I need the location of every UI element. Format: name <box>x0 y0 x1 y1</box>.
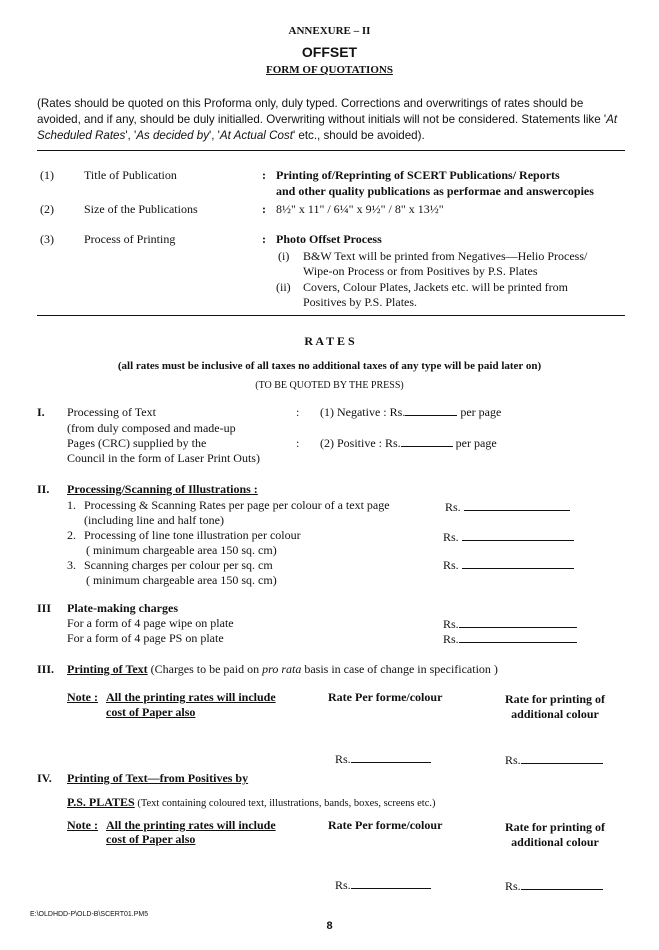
section-5-note-line-1: All the printing rates will include <box>106 818 276 832</box>
intro-text-2: ' etc., should be avoided). <box>292 129 425 142</box>
section-4-note-line-2: cost of Paper also <box>106 705 196 719</box>
intro-sep-1: ', ' <box>125 129 137 142</box>
section-2-title: Processing/Scanning of Illustrations : <box>67 482 258 496</box>
section-1-num: I. <box>37 405 45 419</box>
section-2-item-1-rate <box>445 500 570 515</box>
section-1-colon-pos: : <box>296 436 300 450</box>
section-2-item-1-line-2: (including line and half tone) <box>84 513 224 527</box>
detail-3-sub-1-line-2: Wipe-on Process or from Positives by P.S. Plates <box>303 264 538 278</box>
detail-2-label: Size of the Publications <box>84 202 198 216</box>
divider-middle <box>37 315 625 316</box>
section-4-col-1: Rate Per forme/colour <box>328 690 443 704</box>
section-5-note-label: Note : <box>67 818 98 832</box>
section-4-col-2-line-1: Rate for printing of <box>504 692 606 706</box>
detail-1-value-1: Printing of/Reprinting of SCERT Publications/ Reports <box>276 168 560 182</box>
footer-file-path: E:\OLDHDD-P\OLD-B\SCERT01.PM5 <box>30 911 149 918</box>
section-2-item-1-num: 1. <box>67 498 76 512</box>
detail-3-colon: : <box>262 232 266 246</box>
section-5-note-line-2: cost of Paper also <box>106 832 196 846</box>
annexure-label: ANNEXURE – II <box>288 25 371 37</box>
section-5-subtitle: P.S. PLATES <box>67 795 135 809</box>
section-4-num: III. <box>37 662 55 676</box>
section-1-line-3: Pages (CRC) supplied by the <box>67 436 207 450</box>
intro-paragraph <box>37 96 627 144</box>
rs-label: Rs. <box>445 500 461 514</box>
negative-rate-label: (1) Negative : Rs. <box>320 405 406 419</box>
section-4-col-2-line-2: additional colour <box>511 707 599 721</box>
section-5-col-2-line-1: Rate for printing of <box>504 820 606 834</box>
section-2-item-2-rate <box>443 530 574 545</box>
detail-3-sub-2-num: (ii) <box>276 280 291 294</box>
detail-1-colon: : <box>262 168 266 182</box>
rs-label: Rs. <box>335 878 351 892</box>
detail-3-sub-1-num: (i) <box>278 249 290 263</box>
section-4-blank-1[interactable] <box>351 753 431 763</box>
section-5-col-2-line-2: additional colour <box>511 835 599 849</box>
intro-sep-2: ', ' <box>209 129 220 142</box>
section-2-item-3-num: 3. <box>67 558 76 572</box>
section-2-item-3-blank[interactable] <box>462 559 574 569</box>
detail-1-num: (1) <box>40 168 54 182</box>
rs-label: Rs. <box>443 558 459 572</box>
positive-rate-row <box>320 436 497 451</box>
section-3-line-1: For a form of 4 page wipe on plate <box>67 616 234 630</box>
rs-label: Rs. <box>505 879 521 893</box>
detail-3-sub-1-line-1: B&W Text will be printed from Negatives—Helio Process/ <box>303 249 588 263</box>
positive-rate-label: (2) Positive : Rs. <box>320 436 401 450</box>
section-3-line-2: For a form of 4 page PS on plate <box>67 631 224 645</box>
section-2-item-2-blank[interactable] <box>462 531 574 541</box>
intro-text-1: (Rates should be quoted on this Proforma only, duly typed. Corrections and overwritings of rates should be avoided, and if any, should be duly initialled. Overwriting without initials will not be considered. Statements like ' <box>37 97 607 126</box>
intro-quote-1: At Scheduled Rates <box>37 113 618 142</box>
section-4-heading <box>67 662 498 677</box>
rs-label: Rs. <box>505 753 521 767</box>
detail-3-value: Photo Offset Process <box>276 232 382 246</box>
negative-rate-row <box>320 405 501 420</box>
negative-rate-blank[interactable] <box>405 406 457 416</box>
rs-label: Rs. <box>335 752 351 766</box>
section-3-rate-1 <box>443 617 577 632</box>
section-2-item-2-line-1: Processing of line tone illustration per colour <box>84 528 301 542</box>
section-2-item-2-num: 2. <box>67 528 76 542</box>
section-5-col-1: Rate Per forme/colour <box>328 818 443 832</box>
section-5-sub <box>67 795 435 810</box>
section-4-title: Printing of Text <box>67 662 148 676</box>
rates-note: (all rates must be inclusive of all taxes no additional taxes of any type will be paid later on) <box>117 360 542 372</box>
section-1-line-2: (from duly composed and made-up <box>67 421 236 435</box>
rs-label: Rs. <box>443 617 459 631</box>
page-number: 8 <box>326 920 333 932</box>
section-4-rate-1 <box>335 752 431 767</box>
detail-3-sub-2-line-2: Positives by P.S. Plates. <box>303 295 418 309</box>
section-4-note-label: Note : <box>67 690 98 704</box>
section-5-rate-1 <box>335 878 431 893</box>
section-4-note-line-1: All the printing rates will include <box>106 690 276 704</box>
rates-note-2: (TO BE QUOTED BY THE PRESS) <box>255 380 404 391</box>
detail-2-value: 8½" x 11" / 6¼" x 9½" / 8" x 13½" <box>276 202 444 216</box>
section-1-colon-neg: : <box>296 405 300 419</box>
section-3-blank-1[interactable] <box>459 618 577 628</box>
section-3-rate-2 <box>443 632 577 647</box>
section-2-item-3-rate <box>443 558 574 573</box>
detail-1-label: Title of Publication <box>84 168 177 182</box>
detail-3-label: Process of Printing <box>84 232 176 246</box>
section-2-item-3-line-1: Scanning charges per colour per sq. cm <box>84 558 273 572</box>
section-2-item-2-line-2: ( minimum chargeable area 150 sq. cm) <box>86 543 277 557</box>
rs-label: Rs. <box>443 632 459 646</box>
section-5-rate-2 <box>505 879 603 894</box>
detail-2-colon: : <box>262 202 266 216</box>
section-4-blank-2[interactable] <box>521 754 603 764</box>
section-5-title: Printing of Text—from Positives by <box>67 771 249 785</box>
section-3-title: Plate-making charges <box>67 601 178 615</box>
section-5-blank-1[interactable] <box>351 879 431 889</box>
intro-quote-3: At Actual Cost <box>219 129 293 142</box>
section-2-num: II. <box>37 482 50 496</box>
positive-rate-blank[interactable] <box>401 437 453 447</box>
section-4-desc-i: pro rata <box>262 662 302 676</box>
section-3-blank-2[interactable] <box>459 633 577 643</box>
detail-1-value-2: and other quality publications as performae and answercopies <box>276 184 594 198</box>
detail-3-num: (3) <box>40 232 54 246</box>
form-subtitle: FORM OF QUOTATIONS <box>266 64 393 76</box>
negative-per-page: per page <box>460 405 502 419</box>
section-4-desc-a: (Charges to be paid on <box>147 662 263 676</box>
detail-2-num: (2) <box>40 202 54 216</box>
section-2-item-3-line-2: ( minimum chargeable area 150 sq. cm) <box>86 573 277 587</box>
detail-3-sub-2-line-1: Covers, Colour Plates, Jackets etc. will be printed from <box>303 280 568 294</box>
section-5-blank-2[interactable] <box>521 880 603 890</box>
intro-quote-2: As decided by <box>136 129 210 142</box>
section-2-item-1-blank[interactable] <box>464 501 570 511</box>
rs-label: Rs. <box>443 530 459 544</box>
section-4-desc-b: basis in case of change in specification ) <box>301 662 498 676</box>
section-1-line-1: Processing of Text <box>67 405 156 419</box>
rates-title: R A T E S <box>304 334 355 348</box>
section-5-subdesc: (Text containing coloured text, illustrations, bands, boxes, screens etc.) <box>134 798 436 809</box>
positive-per-page: per page <box>455 436 497 450</box>
section-2-item-1-line-1: Processing & Scanning Rates per page per colour of a text page <box>84 498 390 512</box>
section-5-num: IV. <box>37 771 52 785</box>
section-1-line-4: Council in the form of Laser Print Outs) <box>67 451 260 465</box>
form-title: OFFSET <box>301 44 358 60</box>
divider-top <box>37 150 625 151</box>
section-4-rate-2 <box>505 753 603 768</box>
section-3-num: III <box>37 601 52 615</box>
